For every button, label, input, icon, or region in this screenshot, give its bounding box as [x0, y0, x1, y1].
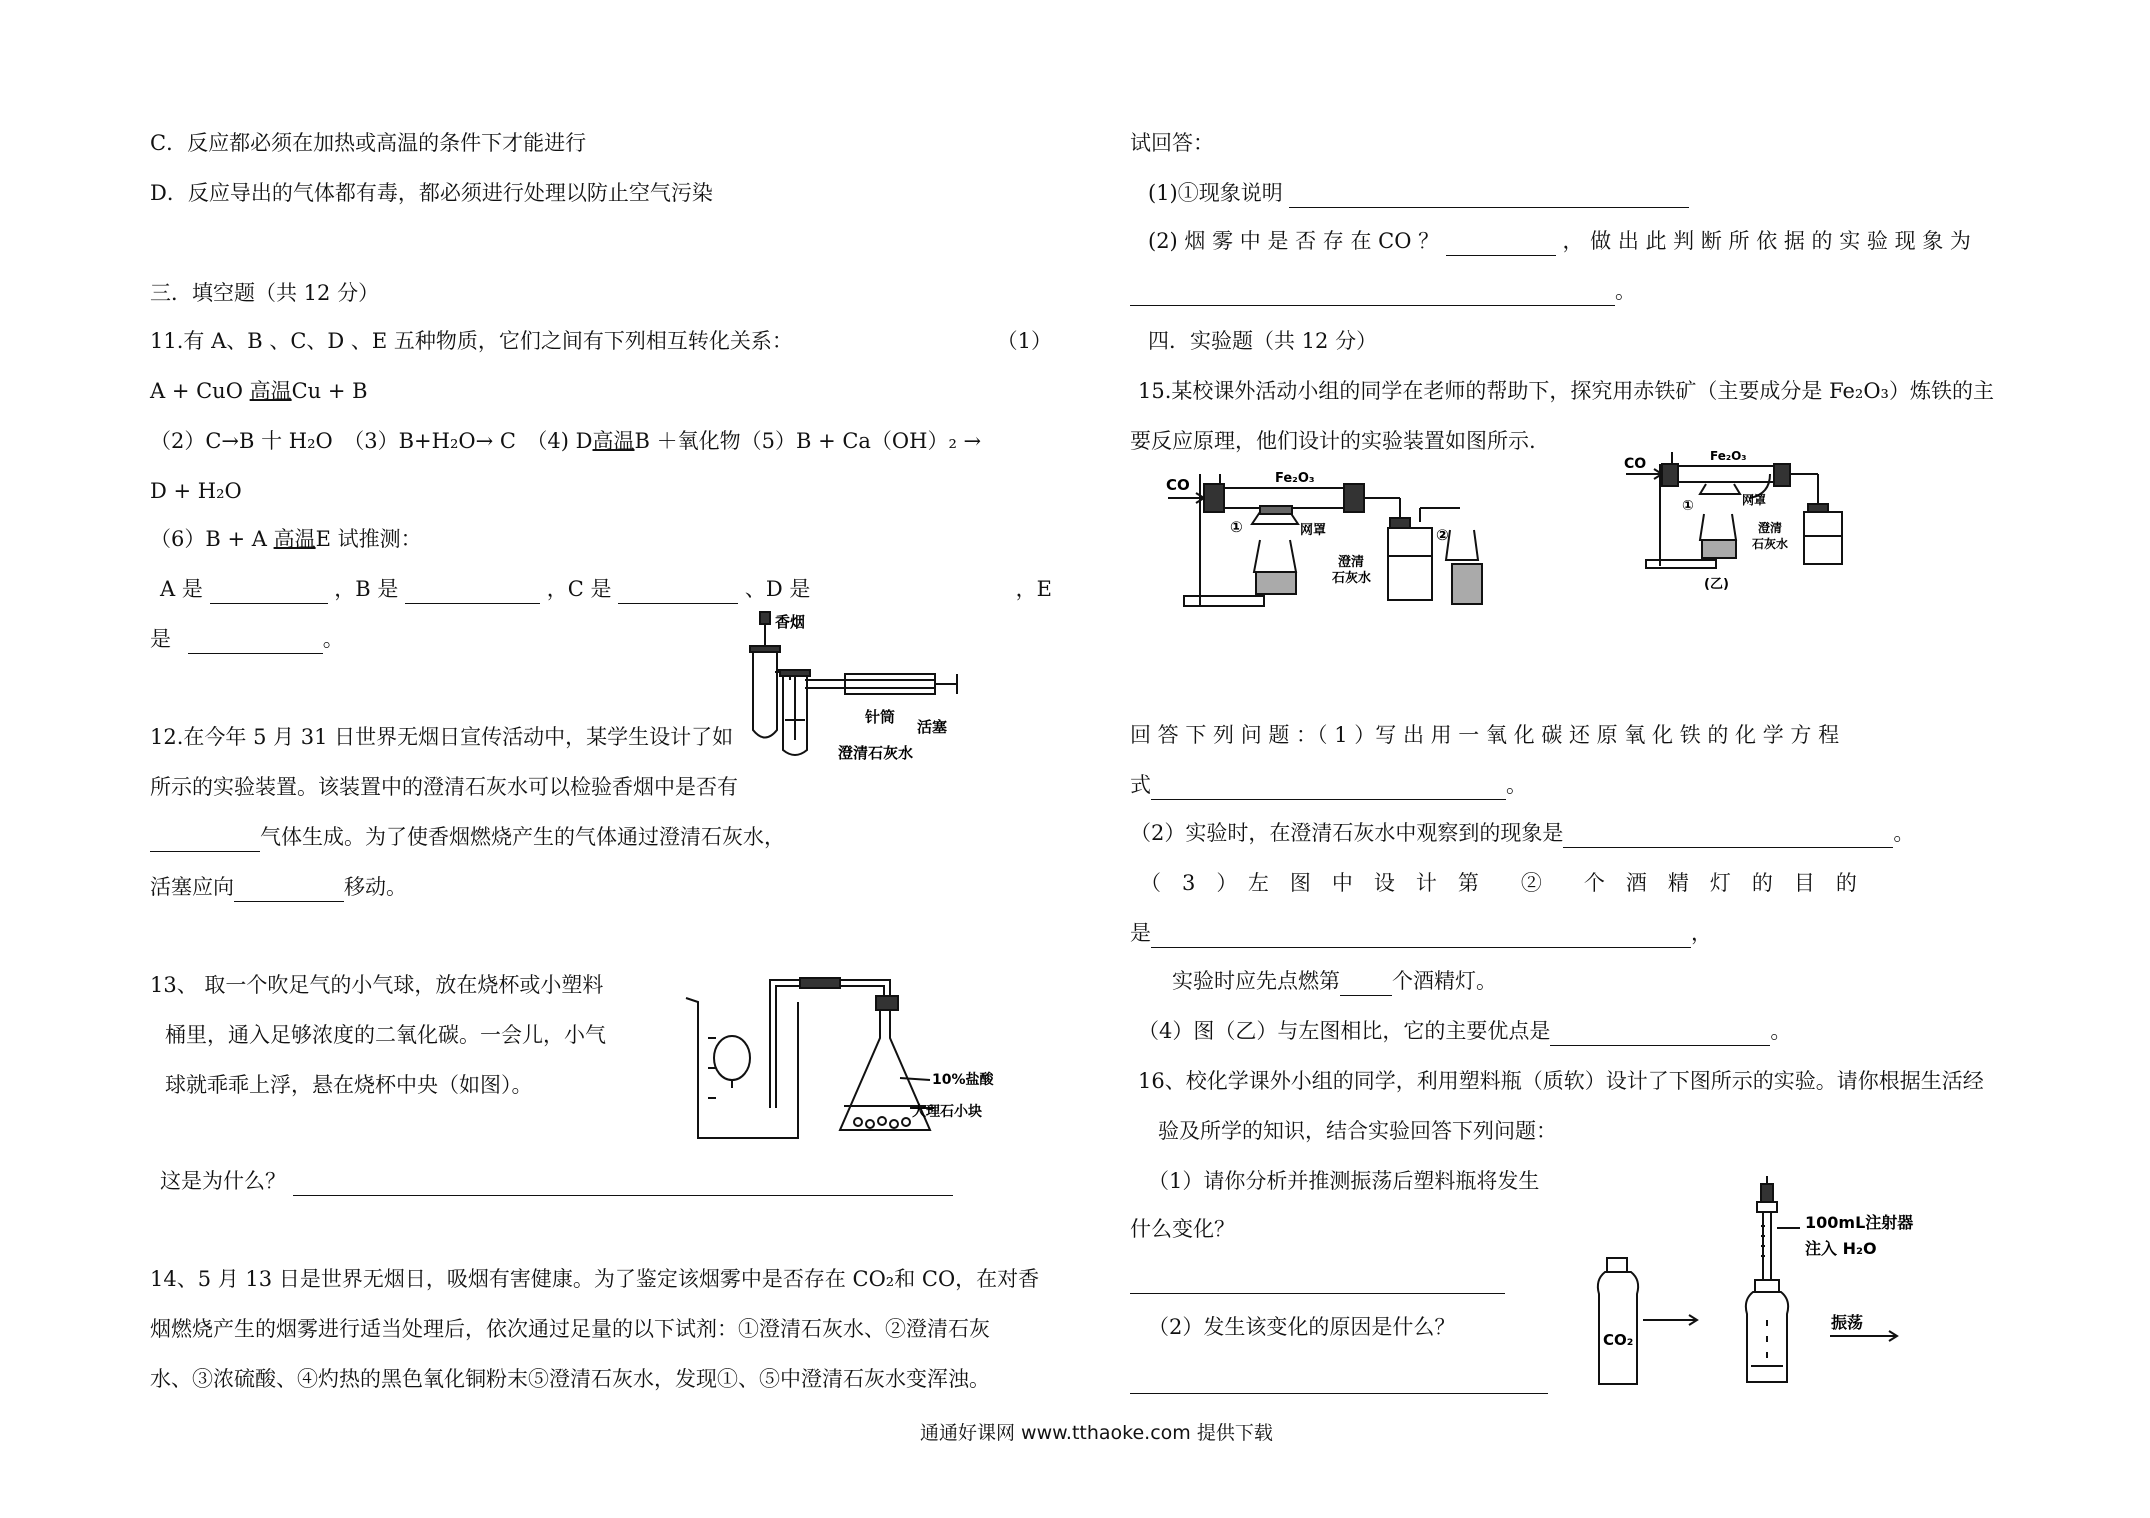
q14-co-blank[interactable] — [1446, 231, 1556, 256]
q13-line2: 桶里，通入足够浓度的二氧化碳。一会儿，小气 — [165, 1023, 606, 1047]
q15-formula-label: 式 — [1130, 773, 1151, 797]
option-d: D．反应导出的气体都有毒，都必须进行处理以防止空气污染 — [150, 181, 713, 205]
q16-label-syringe: 100mL注射器 — [1805, 1213, 1914, 1232]
q15b-mesh: 网罩 — [1742, 493, 1767, 507]
q15b-co: CO — [1624, 456, 1647, 472]
q11-answers — [160, 574, 1052, 604]
q11-text: 11.有 A、B 、C、D 、E 五种物质，它们之间有下列相互转化关系： — [150, 329, 793, 353]
q12-line4 — [150, 872, 407, 902]
q15-is-label: 是 — [1130, 921, 1151, 945]
q15-part1: 回 答 下 列 问 题 ：（ 1 ）写 出 用 一 氧 化 碳 还 原 氧 化 铁 的 化 学 方 程 — [1130, 723, 1840, 747]
q13-label-hcl: 10%盐酸 — [932, 1072, 994, 1088]
q16-reason-blank[interactable] — [1130, 1369, 1548, 1394]
q15-ignite-text: 实验时应先点燃第 — [1172, 969, 1340, 993]
q14-part2 — [1148, 226, 2020, 256]
q13-answer-blank[interactable] — [293, 1171, 953, 1196]
q15-part2 — [1130, 818, 1914, 848]
comma: ， — [1691, 921, 1712, 945]
q12-line1: 12.在今年 5 月 31 日世界无烟日宣传活动中，某学生设计了如 — [150, 725, 734, 749]
q14-answer-prompt: 试回答： — [1130, 131, 1214, 155]
q11-intro — [150, 326, 1052, 356]
label-a: A 是 — [160, 577, 203, 601]
q11-reaction-5-end: D + H₂O — [150, 479, 242, 503]
q11-reactions-2-4: （2）C→B 十 H₂O （3）B+H₂O→ C （4) D — [150, 429, 593, 453]
q15-purpose-blank[interactable] — [1151, 923, 1691, 948]
label-d: 、D 是 — [744, 577, 811, 601]
q15b-lamp1: ① — [1682, 498, 1694, 514]
q15b-fe2o3: Fe₂O₃ — [1710, 449, 1747, 463]
q15-line1: 15.某校课外活动小组的同学在老师的帮助下，探究用赤铁矿（主要成分是 Fe₂O₃）炼铁的主 — [1138, 379, 1994, 403]
q16-part1-cont: 什么变化？ — [1130, 1217, 1235, 1241]
answer-a-blank[interactable] — [210, 579, 328, 604]
answer-b-blank[interactable] — [405, 579, 540, 604]
q14-line1: 14、5 月 13 日是世界无烟日，吸烟有害健康。为了鉴定该烟雾中是否存在 CO₂和 CO，在对香 — [150, 1267, 1040, 1291]
q15b-lime2: 石灰水 — [1752, 537, 1789, 551]
q14-line2: 烟燃烧产生的烟雾进行适当处理后，依次通过足量的以下试剂：①澄清石灰水、②澄清石灰 — [150, 1317, 990, 1341]
q13-label-marble: 大理石小块 — [912, 1104, 982, 1120]
period: 。 — [1506, 773, 1527, 797]
q11-r6-left: （6）B + A — [150, 527, 267, 551]
q13-line1: 13、 取一个吹足气的小气球，放在烧杯或小塑料 — [150, 973, 604, 997]
q16-label-inject: 注入 H₂O — [1805, 1239, 1877, 1258]
q13-line3: 球就乖乖上浮，悬在烧杯中央（如图）。 — [165, 1073, 533, 1097]
label-e: ，E — [1015, 577, 1052, 601]
q15-apparatus-figure-right — [1620, 448, 1870, 603]
q15-equation-blank[interactable] — [1151, 775, 1506, 800]
q15-part3: （ 3 ） 左 图 中 设 计 第 ② 个 酒 精 灯 的 目 的 — [1140, 871, 1857, 895]
q14-basis-line — [1130, 276, 1636, 306]
condition-high-temp: 高温 — [592, 429, 635, 453]
q16-line2: 验及所学的知识，结合实验回答下列问题： — [1158, 1119, 1557, 1143]
q15a-lime1: 澄清 — [1338, 555, 1365, 570]
q16-apparatus-figure — [1595, 1170, 1955, 1400]
q11-reaction-2 — [150, 426, 1052, 456]
q15-advantage-blank[interactable] — [1550, 1021, 1770, 1046]
q15a-fe2o3: Fe₂O₃ — [1275, 471, 1315, 486]
q15-part4-text: （4）图（乙）与左图相比，它的主要优点是 — [1138, 1019, 1551, 1043]
q11-r6-right: E 试推测： — [315, 527, 422, 551]
q13-apparatus-figure — [680, 958, 994, 1153]
q12-line3 — [150, 822, 785, 852]
q16-part1-answer — [1130, 1264, 1505, 1294]
q15-apparatus-figure-left — [1160, 460, 1510, 615]
period: 。 — [322, 627, 344, 651]
q15a-mesh: 网罩 — [1300, 523, 1327, 538]
label-b: ，B 是 — [334, 577, 399, 601]
q16-label-shake: 振荡 — [1831, 1313, 1864, 1332]
q12-move: 移动。 — [344, 875, 407, 899]
q12-apparatus-figure — [735, 610, 975, 765]
q15-part2-text: （2）实验时，在澄清石灰水中观察到的现象是 — [1130, 821, 1564, 845]
section-3-heading: 三．填空题（共 12 分） — [150, 281, 380, 305]
label-c: ，C 是 — [546, 577, 612, 601]
q13-why: 这是为什么？ — [160, 1169, 286, 1193]
label-is: 是 — [150, 627, 171, 651]
q15-part3-answer — [1130, 918, 1712, 948]
period: 。 — [1770, 1019, 1792, 1043]
q15a-lamp2: ② — [1436, 526, 1449, 544]
q15b-lime1: 澄清 — [1758, 521, 1783, 535]
q12-label-limewater: 澄清石灰水 — [838, 744, 914, 762]
q14-basis-blank[interactable] — [1130, 281, 1615, 306]
q11-answer-e — [150, 624, 344, 654]
q16-change-blank[interactable] — [1130, 1269, 1505, 1294]
q11-reactions-4-5: B ＋氧化物（5）B + Ca（OH）₂ → — [634, 429, 982, 453]
q15a-co: CO — [1166, 476, 1190, 494]
condition-high-temp: 高温 — [273, 527, 316, 551]
q11-reaction-6 — [150, 524, 422, 554]
q15-part4 — [1138, 1016, 1791, 1046]
q15-phenomenon-blank[interactable] — [1563, 823, 1893, 848]
period: 。 — [1615, 279, 1636, 303]
q16-line1: 16、校化学课外小组的同学，利用塑料瓶（质软）设计了下图所示的实验。请你根据生活经 — [1138, 1069, 1984, 1093]
q16-part1: （1）请你分析并推测振荡后塑料瓶将发生 — [1148, 1169, 1540, 1193]
q12-piston-label: 活塞应向 — [150, 875, 234, 899]
q16-label-co2: CO₂ — [1603, 1331, 1634, 1349]
q14-part2-basis: ， 做 出 此 判 断 所 依 据 的 实 验 现 象 为 — [1562, 229, 1971, 253]
q15a-lime2: 石灰水 — [1332, 571, 1372, 586]
q11-reactant: A + CuO — [150, 379, 243, 403]
condition-high-temp: 高温 — [249, 379, 292, 403]
q12-label-cigarette: 香烟 — [775, 613, 806, 631]
q16-part2: （2）发生该变化的原因是什么？ — [1148, 1315, 1456, 1339]
option-c: C．反应都必须在加热或高温的条件下才能进行 — [150, 131, 587, 155]
answer-e-blank[interactable] — [188, 629, 323, 654]
q14-line3: 水、③浓硫酸、④灼热的黑色氧化铜粉末⑤澄清石灰水，发现①、⑤中澄清石灰水变浑浊。 — [150, 1367, 990, 1391]
q14-part1-label: (1)①现象说明 — [1148, 181, 1283, 205]
q15-lamp-text: 个酒精灯。 — [1392, 969, 1497, 993]
q15-part1-answer — [1130, 770, 1527, 800]
period: 。 — [1893, 821, 1915, 845]
q11-reaction-1 — [150, 376, 368, 406]
q14-part2-question: (2) 烟 雾 中 是 否 存 在 CO ？ — [1148, 229, 1440, 253]
q15a-lamp1: ① — [1230, 518, 1243, 536]
q11-num: （1） — [996, 329, 1052, 353]
q15-part3-lamp — [1172, 966, 1497, 996]
q11-product: Cu + B — [291, 379, 368, 403]
q12-label-piston: 活塞 — [917, 718, 948, 736]
q12-line2: 所示的实验装置。该装置中的澄清石灰水可以检验香烟中是否有 — [150, 775, 738, 799]
q12-direction-blank[interactable] — [234, 877, 344, 902]
answer-c-blank[interactable] — [618, 579, 738, 604]
q14-part1-blank[interactable] — [1289, 183, 1689, 208]
q14-part1 — [1148, 178, 1689, 208]
footer-source: 通通好课网 www.tthaoke.com 提供下载 — [920, 1422, 1273, 1444]
q13-question — [160, 1166, 953, 1196]
q15-lamp-number-blank[interactable] — [1340, 971, 1392, 996]
q15b-caption: (乙) — [1704, 577, 1729, 592]
q15-line2: 要反应原理，他们设计的实验装置如图所示. — [1130, 429, 1536, 453]
q12-gas-blank[interactable] — [150, 827, 260, 852]
q12-text: 气体生成。为了使香烟燃烧产生的气体通过澄清石灰水， — [260, 825, 785, 849]
q16-part2-answer — [1130, 1364, 1548, 1394]
q12-label-syringe: 针筒 — [865, 708, 896, 726]
section-4-heading: 四．实验题（共 12 分） — [1148, 329, 1378, 353]
